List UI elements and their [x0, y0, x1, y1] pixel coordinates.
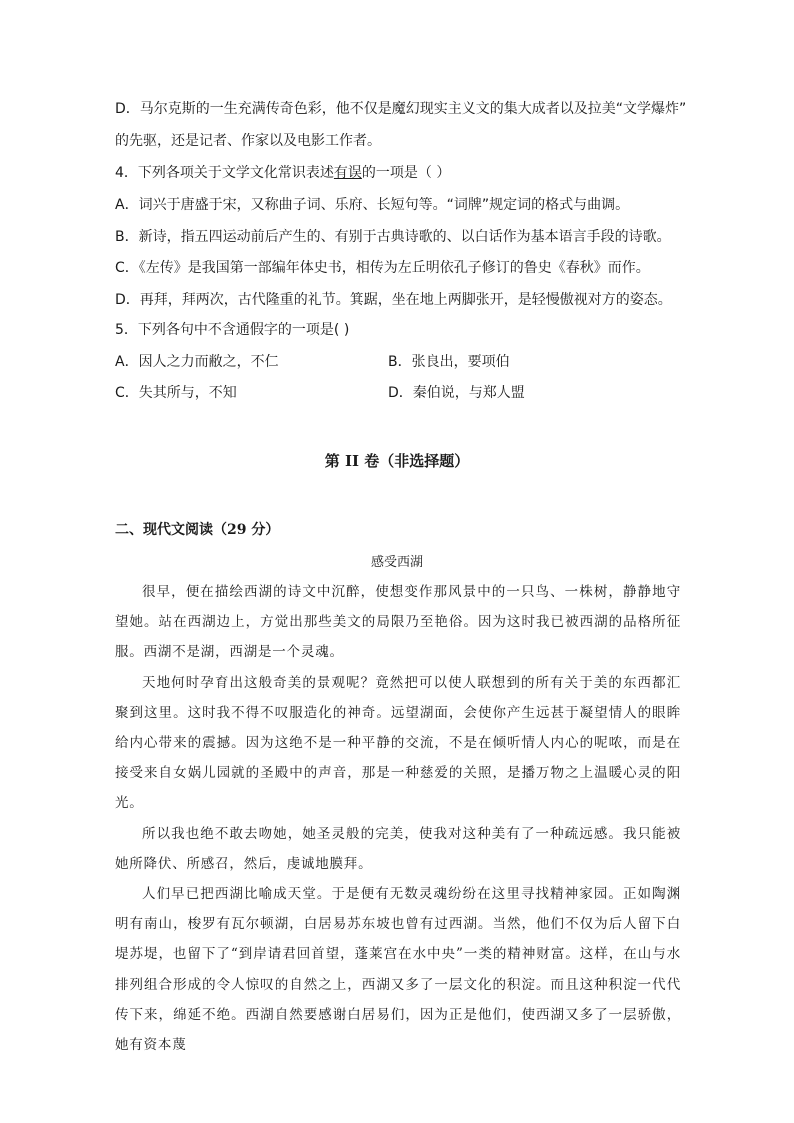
q4-option-c: C．《左传》是我国第一部编年体史书，相传为左丘明依孔子修订的鲁史《春秋》而作。	[115, 260, 650, 276]
q4-stem-after: 的一项是（ ）	[361, 165, 451, 181]
article-paragraph: 所以我也绝不敢去吻她，她圣灵般的完美，使我对这种美有了一种疏远感。我只能被她所降伏、所感召，然后，虔诚地膜拜。	[115, 825, 681, 872]
q5-stem: 5．下列各句中不含通假字的一项是( )	[115, 322, 350, 338]
article-paragraph: 很早，便在描绘西湖的诗文中沉醉，使想变作那风景中的一只鸟、一株树，静静地守望她。站在西湖边上，方觉出那些美文的局限乃至艳俗。因为这时我已被西湖的品格所征服。西湖不是湖，西湖是一个灵魂。	[115, 584, 681, 661]
q5-option-b: B．张良出，要项伯	[388, 354, 510, 370]
q4-stem-underlined: 有误	[333, 165, 362, 181]
q4-option-d: D．再拜，拜两次，古代隆重的礼节。箕踞，坐在地上两脚张开，是轻慢傲视对方的姿态。	[115, 292, 672, 308]
q5-option-a: A．因人之力而敝之，不仁	[115, 354, 279, 370]
article-body	[115, 577, 681, 1060]
q4-option-a: A．词兴于唐盛于宋，又称曲子词、乐府、长短句等。“词牌”规定词的格式与曲调。	[115, 197, 630, 213]
article-title: 感受西湖	[370, 555, 423, 570]
q3-option-d-line2: 的先驱，还是记者、作家以及电影工作者。	[115, 133, 381, 149]
article-paragraph: 人们早已把西湖比喻成天堂。于是便有无数灵魂纷纷在这里寻找精神家园。正如陶渊明有南山，梭罗有瓦尔顿湖，白居易苏东坡也曾有过西湖。当然，他们不仅为后人留下白堤苏堤，也留下了“到岸请君回首望，蓬莱宫在水中央”一类的精神财富。这样，在山与水排列组合形成的令人惊叹的自然之上，西湖又多了一层文化的积淀。而且这种积淀一代代传下来，绵延不绝。西湖自然要感谢白居易们，因为正是他们，使西湖又多了一层骄傲，她有资本蔑	[115, 886, 681, 1054]
q4-stem	[115, 163, 450, 183]
section-title: 第 II 卷（非选择题）	[324, 452, 470, 470]
section2-heading: 二、现代文阅读（29 分）	[115, 522, 280, 538]
q5-option-d: D．秦伯说，与郑人盟	[388, 385, 525, 401]
q4-stem-before: 4．下列各项关于文学文化常识表述	[115, 165, 334, 181]
q3-option-d-line1: D．马尔克斯的一生充满传奇色彩，他不仅是魔幻现实主义文的集大成者以及拉美“文学爆炸”	[115, 101, 687, 117]
q5-option-c: C．失其所与，不知	[115, 385, 237, 401]
q4-option-b: B．新诗，指五四运动前后产生的、有别于古典诗歌的、以白话作为基本语言手段的诗歌。	[115, 229, 671, 245]
article-paragraph: 天地何时孕育出这般奇美的景观呢？竟然把可以使人联想到的所有关于美的东西都汇聚到这里。这时我不得不叹服造化的神奇。远望湖面，会使你产生远甚于凝望情人的眼眸给内心带来的震撼。因为这绝不是一种平静的交流，不是在倾听情人内心的呢哝，而是在接受来自女娲儿园就的圣殿中的声音，那是一种慈爱的关照，是播万物之上温暖心灵的阳光。	[115, 674, 681, 812]
